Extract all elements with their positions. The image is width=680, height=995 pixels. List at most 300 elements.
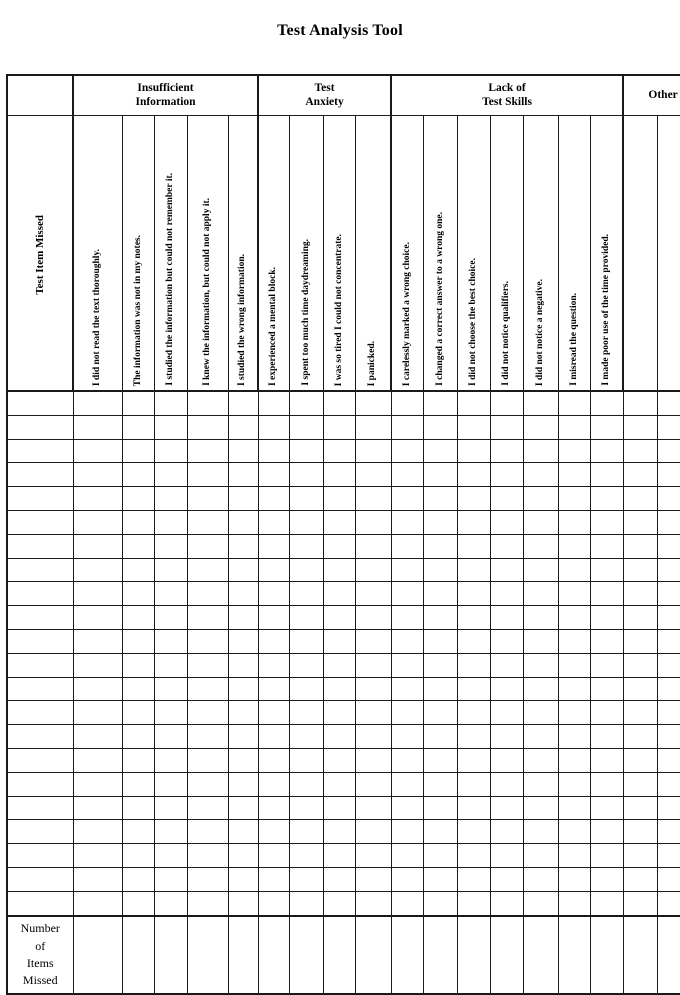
tally-cell[interactable] [590,606,623,630]
tally-cell[interactable] [187,629,228,653]
tally-cell[interactable] [154,653,187,677]
tally-cell[interactable] [289,725,323,749]
tally-cell[interactable] [289,867,323,891]
tally-cell[interactable] [187,463,228,487]
tally-cell[interactable] [623,867,657,891]
tally-cell[interactable] [590,891,623,915]
tally-cell[interactable] [590,510,623,534]
tally-cell[interactable] [228,606,258,630]
tally-cell[interactable] [590,439,623,463]
tally-cell[interactable] [228,463,258,487]
tally-cell[interactable] [490,796,523,820]
tally-cell[interactable] [154,796,187,820]
tally-cell[interactable] [289,582,323,606]
total-cell[interactable] [355,916,391,994]
tally-cell[interactable] [590,415,623,439]
tally-cell[interactable] [623,844,657,868]
tally-cell[interactable] [187,415,228,439]
tally-cell[interactable] [423,867,457,891]
tally-cell[interactable] [258,701,289,725]
total-cell[interactable] [558,916,590,994]
tally-cell[interactable] [122,844,154,868]
tally-cell[interactable] [523,487,558,511]
tally-cell[interactable] [73,653,122,677]
tally-cell[interactable] [258,677,289,701]
tally-cell[interactable] [523,391,558,415]
total-cell[interactable] [657,916,680,994]
tally-cell[interactable] [391,510,423,534]
tally-cell[interactable] [391,796,423,820]
tally-cell[interactable] [289,748,323,772]
test-item-missed-cell[interactable] [7,748,73,772]
tally-cell[interactable] [355,677,391,701]
tally-cell[interactable] [623,653,657,677]
tally-cell[interactable] [323,820,355,844]
tally-cell[interactable] [323,748,355,772]
tally-cell[interactable] [623,748,657,772]
tally-cell[interactable] [457,391,490,415]
tally-cell[interactable] [423,891,457,915]
test-item-missed-cell[interactable] [7,439,73,463]
tally-cell[interactable] [423,391,457,415]
tally-cell[interactable] [258,820,289,844]
test-item-missed-cell[interactable] [7,701,73,725]
tally-cell[interactable] [154,867,187,891]
tally-cell[interactable] [154,725,187,749]
tally-cell[interactable] [258,463,289,487]
tally-cell[interactable] [258,391,289,415]
tally-cell[interactable] [423,606,457,630]
tally-cell[interactable] [423,725,457,749]
tally-cell[interactable] [228,534,258,558]
tally-cell[interactable] [187,677,228,701]
tally-cell[interactable] [323,439,355,463]
tally-cell[interactable] [187,439,228,463]
tally-cell[interactable] [558,725,590,749]
tally-cell[interactable] [228,748,258,772]
total-cell[interactable] [187,916,228,994]
tally-cell[interactable] [323,391,355,415]
tally-cell[interactable] [590,558,623,582]
tally-cell[interactable] [228,415,258,439]
tally-cell[interactable] [558,867,590,891]
tally-cell[interactable] [490,606,523,630]
tally-cell[interactable] [623,725,657,749]
tally-cell[interactable] [423,629,457,653]
tally-cell[interactable] [657,796,680,820]
tally-cell[interactable] [490,891,523,915]
tally-cell[interactable] [154,415,187,439]
tally-cell[interactable] [154,629,187,653]
tally-cell[interactable] [122,725,154,749]
tally-cell[interactable] [623,463,657,487]
tally-cell[interactable] [187,534,228,558]
tally-cell[interactable] [228,439,258,463]
tally-cell[interactable] [187,487,228,511]
tally-cell[interactable] [523,558,558,582]
tally-cell[interactable] [657,748,680,772]
tally-cell[interactable] [228,510,258,534]
tally-cell[interactable] [355,653,391,677]
tally-cell[interactable] [490,439,523,463]
test-item-missed-cell[interactable] [7,772,73,796]
tally-cell[interactable] [73,891,122,915]
tally-cell[interactable] [391,677,423,701]
tally-cell[interactable] [490,534,523,558]
test-item-missed-cell[interactable] [7,653,73,677]
tally-cell[interactable] [391,725,423,749]
tally-cell[interactable] [355,487,391,511]
tally-cell[interactable] [258,653,289,677]
tally-cell[interactable] [457,487,490,511]
tally-cell[interactable] [457,772,490,796]
test-item-missed-cell[interactable] [7,510,73,534]
tally-cell[interactable] [187,844,228,868]
tally-cell[interactable] [423,701,457,725]
tally-cell[interactable] [590,487,623,511]
tally-cell[interactable] [228,867,258,891]
tally-cell[interactable] [623,415,657,439]
tally-cell[interactable] [523,606,558,630]
tally-cell[interactable] [590,748,623,772]
total-cell[interactable] [154,916,187,994]
tally-cell[interactable] [623,534,657,558]
tally-cell[interactable] [523,725,558,749]
tally-cell[interactable] [228,796,258,820]
tally-cell[interactable] [258,725,289,749]
tally-cell[interactable] [228,891,258,915]
tally-cell[interactable] [657,415,680,439]
tally-cell[interactable] [623,701,657,725]
tally-cell[interactable] [289,558,323,582]
tally-cell[interactable] [154,510,187,534]
tally-cell[interactable] [391,844,423,868]
tally-cell[interactable] [391,558,423,582]
tally-cell[interactable] [657,582,680,606]
tally-cell[interactable] [657,844,680,868]
tally-cell[interactable] [457,748,490,772]
tally-cell[interactable] [355,772,391,796]
tally-cell[interactable] [423,463,457,487]
tally-cell[interactable] [558,844,590,868]
tally-cell[interactable] [323,701,355,725]
total-cell[interactable] [623,916,657,994]
tally-cell[interactable] [558,748,590,772]
tally-cell[interactable] [657,725,680,749]
tally-cell[interactable] [323,867,355,891]
tally-cell[interactable] [154,772,187,796]
tally-cell[interactable] [657,677,680,701]
tally-cell[interactable] [122,487,154,511]
tally-cell[interactable] [423,772,457,796]
tally-cell[interactable] [187,391,228,415]
tally-cell[interactable] [323,558,355,582]
tally-cell[interactable] [558,677,590,701]
tally-cell[interactable] [73,796,122,820]
tally-cell[interactable] [590,701,623,725]
tally-cell[interactable] [391,820,423,844]
tally-cell[interactable] [391,415,423,439]
tally-cell[interactable] [657,701,680,725]
tally-cell[interactable] [657,487,680,511]
total-cell[interactable] [457,916,490,994]
tally-cell[interactable] [558,534,590,558]
tally-cell[interactable] [289,415,323,439]
total-cell[interactable] [523,916,558,994]
tally-cell[interactable] [154,606,187,630]
tally-cell[interactable] [623,582,657,606]
tally-cell[interactable] [154,891,187,915]
tally-cell[interactable] [523,748,558,772]
tally-cell[interactable] [457,582,490,606]
test-item-missed-cell[interactable] [7,677,73,701]
test-item-missed-cell[interactable] [7,844,73,868]
tally-cell[interactable] [657,558,680,582]
tally-cell[interactable] [258,629,289,653]
tally-cell[interactable] [73,487,122,511]
tally-cell[interactable] [154,582,187,606]
tally-cell[interactable] [258,844,289,868]
tally-cell[interactable] [558,415,590,439]
tally-cell[interactable] [490,844,523,868]
tally-cell[interactable] [355,725,391,749]
tally-cell[interactable] [73,534,122,558]
tally-cell[interactable] [391,772,423,796]
tally-cell[interactable] [258,748,289,772]
tally-cell[interactable] [187,772,228,796]
tally-cell[interactable] [558,772,590,796]
tally-cell[interactable] [590,820,623,844]
tally-cell[interactable] [258,415,289,439]
tally-cell[interactable] [122,677,154,701]
tally-cell[interactable] [323,891,355,915]
tally-cell[interactable] [73,867,122,891]
tally-cell[interactable] [355,391,391,415]
tally-cell[interactable] [657,439,680,463]
tally-cell[interactable] [423,582,457,606]
tally-cell[interactable] [457,510,490,534]
tally-cell[interactable] [558,796,590,820]
tally-cell[interactable] [323,534,355,558]
tally-cell[interactable] [187,796,228,820]
tally-cell[interactable] [391,487,423,511]
tally-cell[interactable] [523,629,558,653]
tally-cell[interactable] [73,820,122,844]
tally-cell[interactable] [228,558,258,582]
tally-cell[interactable] [323,844,355,868]
tally-cell[interactable] [154,439,187,463]
tally-cell[interactable] [228,725,258,749]
tally-cell[interactable] [187,653,228,677]
tally-cell[interactable] [122,534,154,558]
total-cell[interactable] [391,916,423,994]
tally-cell[interactable] [623,606,657,630]
tally-cell[interactable] [623,820,657,844]
tally-cell[interactable] [558,558,590,582]
tally-cell[interactable] [187,820,228,844]
tally-cell[interactable] [490,487,523,511]
tally-cell[interactable] [323,772,355,796]
test-item-missed-cell[interactable] [7,463,73,487]
tally-cell[interactable] [289,820,323,844]
tally-cell[interactable] [289,677,323,701]
tally-cell[interactable] [657,867,680,891]
tally-cell[interactable] [457,701,490,725]
tally-cell[interactable] [657,463,680,487]
tally-cell[interactable] [289,629,323,653]
tally-cell[interactable] [457,415,490,439]
tally-cell[interactable] [154,701,187,725]
tally-cell[interactable] [73,582,122,606]
tally-cell[interactable] [122,748,154,772]
tally-cell[interactable] [457,891,490,915]
tally-cell[interactable] [490,867,523,891]
tally-cell[interactable] [457,867,490,891]
tally-cell[interactable] [187,510,228,534]
tally-cell[interactable] [490,463,523,487]
tally-cell[interactable] [355,796,391,820]
tally-cell[interactable] [423,820,457,844]
tally-cell[interactable] [154,677,187,701]
test-item-missed-cell[interactable] [7,582,73,606]
tally-cell[interactable] [558,463,590,487]
tally-cell[interactable] [523,415,558,439]
tally-cell[interactable] [391,629,423,653]
tally-cell[interactable] [228,629,258,653]
tally-cell[interactable] [154,391,187,415]
tally-cell[interactable] [523,867,558,891]
test-item-missed-cell[interactable] [7,820,73,844]
tally-cell[interactable] [657,891,680,915]
tally-cell[interactable] [623,439,657,463]
tally-cell[interactable] [154,748,187,772]
test-item-missed-cell[interactable] [7,558,73,582]
tally-cell[interactable] [73,772,122,796]
tally-cell[interactable] [228,701,258,725]
tally-cell[interactable] [623,772,657,796]
tally-cell[interactable] [258,487,289,511]
tally-cell[interactable] [228,820,258,844]
tally-cell[interactable] [323,629,355,653]
tally-cell[interactable] [423,677,457,701]
tally-cell[interactable] [73,677,122,701]
tally-cell[interactable] [490,701,523,725]
total-cell[interactable] [228,916,258,994]
tally-cell[interactable] [623,487,657,511]
tally-cell[interactable] [228,582,258,606]
tally-cell[interactable] [355,629,391,653]
tally-cell[interactable] [558,653,590,677]
tally-cell[interactable] [391,582,423,606]
tally-cell[interactable] [289,891,323,915]
tally-cell[interactable] [391,653,423,677]
tally-cell[interactable] [187,748,228,772]
tally-cell[interactable] [228,487,258,511]
test-item-missed-cell[interactable] [7,629,73,653]
test-item-missed-cell[interactable] [7,867,73,891]
total-cell[interactable] [490,916,523,994]
tally-cell[interactable] [289,510,323,534]
tally-cell[interactable] [590,391,623,415]
tally-cell[interactable] [73,725,122,749]
tally-cell[interactable] [523,582,558,606]
tally-cell[interactable] [355,534,391,558]
tally-cell[interactable] [154,534,187,558]
tally-cell[interactable] [323,725,355,749]
tally-cell[interactable] [391,391,423,415]
tally-cell[interactable] [122,867,154,891]
tally-cell[interactable] [323,510,355,534]
tally-cell[interactable] [228,772,258,796]
tally-cell[interactable] [73,391,122,415]
tally-cell[interactable] [623,796,657,820]
tally-cell[interactable] [457,534,490,558]
tally-cell[interactable] [323,487,355,511]
tally-cell[interactable] [457,606,490,630]
test-item-missed-cell[interactable] [7,725,73,749]
tally-cell[interactable] [657,629,680,653]
tally-cell[interactable] [73,415,122,439]
tally-cell[interactable] [258,510,289,534]
tally-cell[interactable] [355,582,391,606]
tally-cell[interactable] [523,820,558,844]
tally-cell[interactable] [122,891,154,915]
tally-cell[interactable] [323,796,355,820]
tally-cell[interactable] [258,558,289,582]
tally-cell[interactable] [323,653,355,677]
tally-cell[interactable] [457,796,490,820]
tally-cell[interactable] [457,844,490,868]
total-cell[interactable] [590,916,623,994]
tally-cell[interactable] [490,772,523,796]
tally-cell[interactable] [289,701,323,725]
tally-cell[interactable] [523,653,558,677]
tally-cell[interactable] [289,796,323,820]
tally-cell[interactable] [73,510,122,534]
tally-cell[interactable] [457,725,490,749]
tally-cell[interactable] [423,796,457,820]
tally-cell[interactable] [558,582,590,606]
test-item-missed-cell[interactable] [7,534,73,558]
tally-cell[interactable] [154,463,187,487]
tally-cell[interactable] [623,510,657,534]
tally-cell[interactable] [289,844,323,868]
tally-cell[interactable] [457,629,490,653]
tally-cell[interactable] [457,820,490,844]
tally-cell[interactable] [590,582,623,606]
tally-cell[interactable] [73,701,122,725]
tally-cell[interactable] [590,867,623,891]
tally-cell[interactable] [623,891,657,915]
tally-cell[interactable] [355,439,391,463]
tally-cell[interactable] [187,891,228,915]
tally-cell[interactable] [590,629,623,653]
tally-cell[interactable] [258,606,289,630]
tally-cell[interactable] [228,391,258,415]
tally-cell[interactable] [323,677,355,701]
tally-cell[interactable] [323,463,355,487]
tally-cell[interactable] [258,867,289,891]
tally-cell[interactable] [590,796,623,820]
tally-cell[interactable] [289,391,323,415]
tally-cell[interactable] [457,439,490,463]
tally-cell[interactable] [523,463,558,487]
tally-cell[interactable] [122,653,154,677]
tally-cell[interactable] [391,606,423,630]
tally-cell[interactable] [590,463,623,487]
tally-cell[interactable] [423,558,457,582]
total-cell[interactable] [289,916,323,994]
